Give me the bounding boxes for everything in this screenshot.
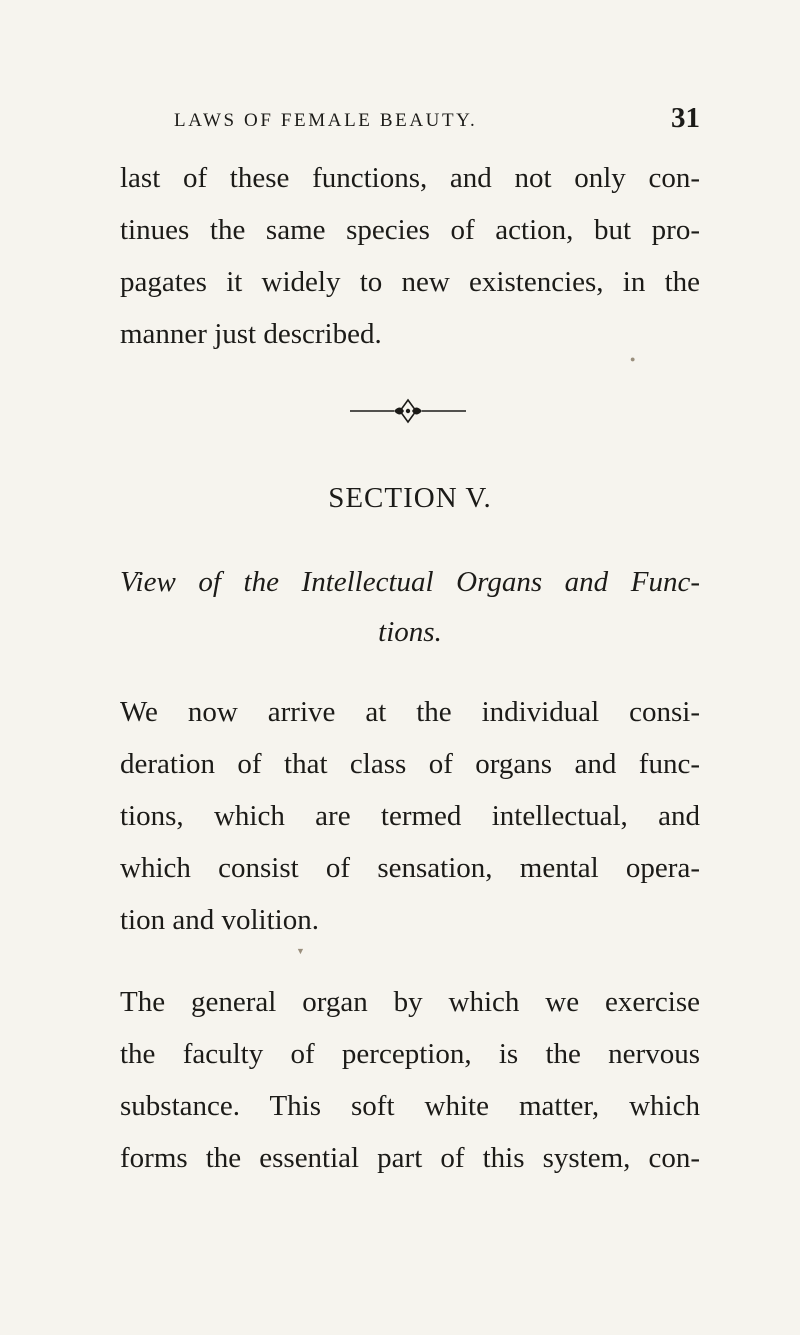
text-line: tinues the same species of action, but pro-: [120, 214, 700, 246]
running-title: LAWS OF FEMALE BEAUTY.: [174, 110, 478, 131]
text-line: the faculty of perception, is the nervous: [120, 1038, 700, 1070]
paper-fleck: ▼: [296, 946, 305, 956]
text-line: pagates it widely to new existencies, in the: [120, 266, 700, 298]
text-line: last of these functions, and not only con-: [120, 162, 700, 194]
subtitle-line: tions.: [378, 616, 442, 648]
running-head: [120, 102, 700, 138]
paper-fleck: ●: [630, 354, 636, 364]
page-number: 31: [671, 102, 700, 134]
text-line: We now arrive at the individual consi-: [120, 696, 700, 728]
text-line: tion and volition.: [120, 904, 319, 936]
subtitle-line: View of the Intellectual Organs and Func-: [120, 566, 700, 598]
section-heading: SECTION V.: [328, 482, 492, 514]
rule-ornament-icon: [350, 398, 466, 424]
text-line: The general organ by which we exercise: [120, 986, 700, 1018]
text-line: deration of that class of organs and func-: [120, 748, 700, 780]
text-line: which consist of sensation, mental opera-: [120, 852, 700, 884]
text-line: manner just described.: [120, 318, 382, 350]
text-line: substance. This soft white matter, which: [120, 1090, 700, 1122]
text-line: tions, which are termed intellectual, and: [120, 800, 700, 832]
text-line: forms the essential part of this system, con-: [120, 1142, 700, 1174]
